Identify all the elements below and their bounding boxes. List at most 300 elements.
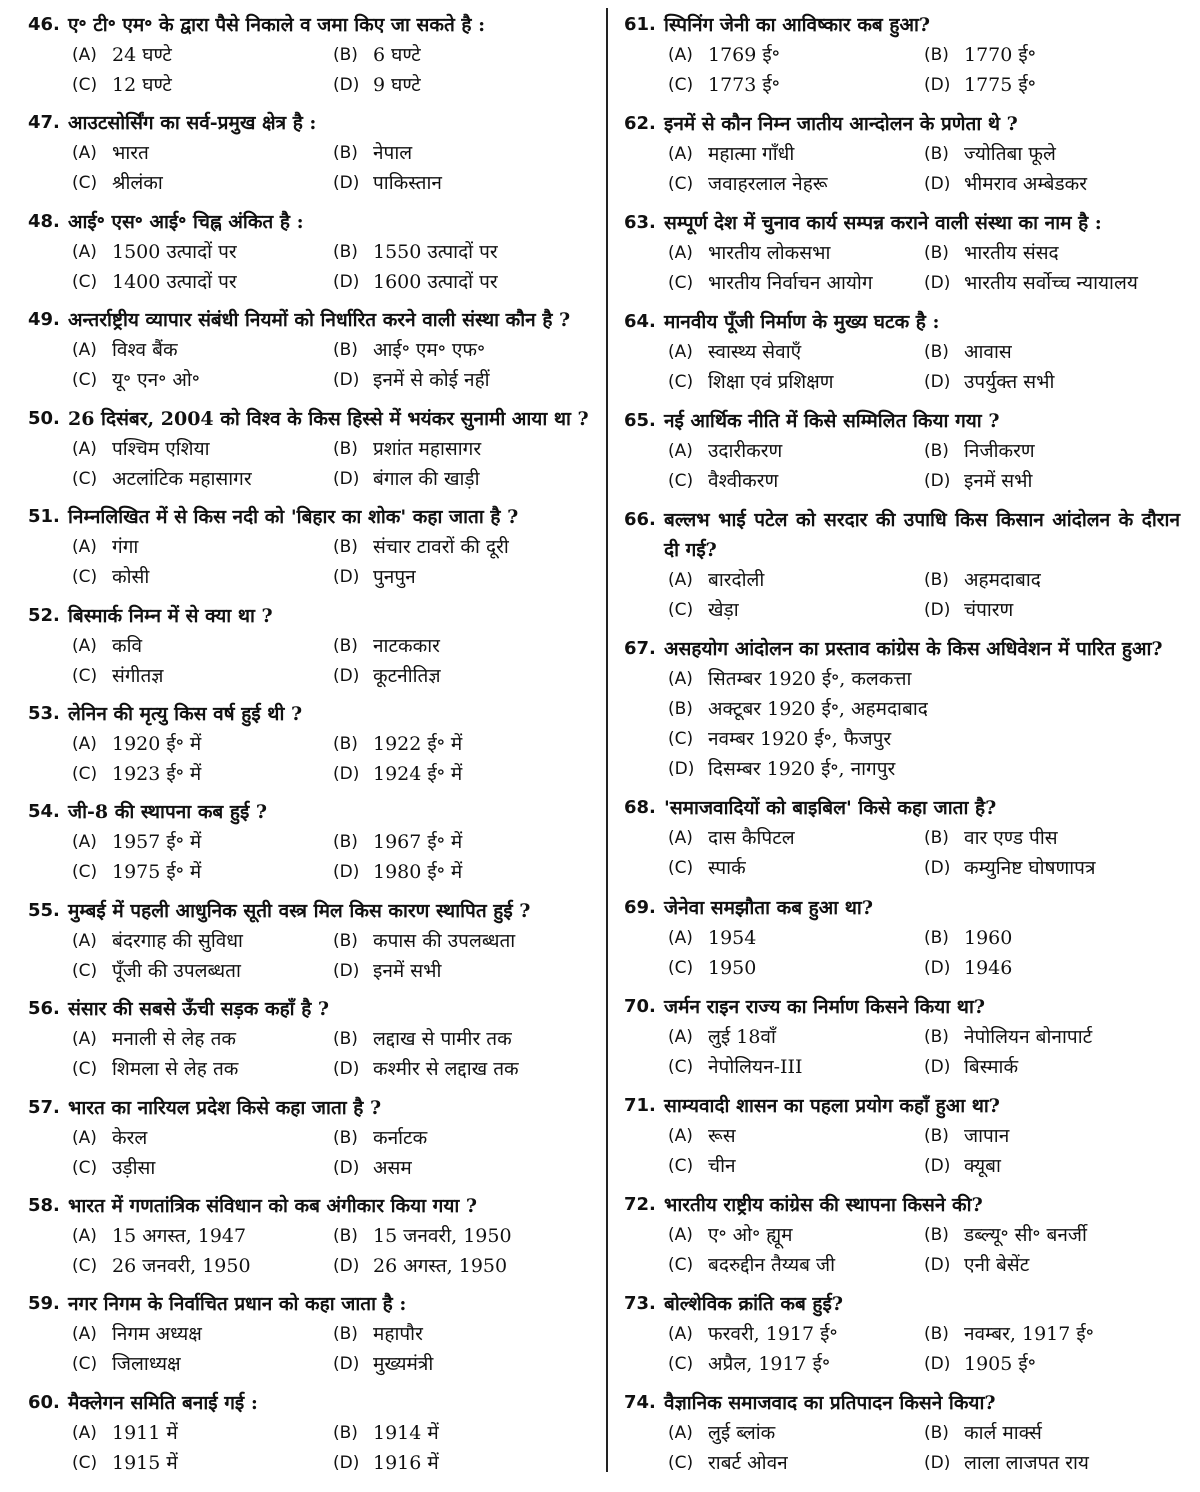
option-text: 1924 ई॰ में <box>373 762 463 785</box>
option-text: आवास <box>964 341 1012 364</box>
option-letter: (A) <box>668 1422 693 1443</box>
question-text: ए॰ टी॰ एम॰ के द्वारा पैसे निकाले व जमा किए जा सकते है : <box>68 14 486 36</box>
option <box>72 365 333 395</box>
question-text: नई आर्थिक नीति में किसे सम्मिलित किया गया ? <box>664 410 1000 433</box>
options-list <box>624 823 1180 883</box>
option-letter: (A) <box>72 340 97 361</box>
option-text: इनमें से कोई नहीं <box>373 369 490 392</box>
option-letter: (C) <box>72 1157 98 1178</box>
option-letter: (D) <box>924 600 951 621</box>
option-text: वैश्वीकरण <box>708 470 779 493</box>
option <box>924 268 1180 298</box>
question-stem <box>624 10 1180 40</box>
option <box>924 953 1180 983</box>
options-list <box>624 923 1180 983</box>
option <box>924 1022 1180 1052</box>
left-question-column <box>28 10 594 1478</box>
option-letter: (B) <box>333 537 358 558</box>
option-letter: (A) <box>72 241 97 262</box>
option <box>72 1349 333 1379</box>
question-52 <box>28 601 594 691</box>
option <box>924 1418 1180 1448</box>
option <box>72 729 333 759</box>
question-69 <box>624 893 1180 983</box>
question-number: 61. <box>624 14 656 35</box>
option-text: एनी बेसेंट <box>964 1253 1030 1276</box>
question-stem <box>28 305 594 335</box>
option <box>668 466 924 496</box>
option <box>72 70 333 100</box>
option-text: ए॰ ओ॰ ह्यूम <box>708 1223 793 1246</box>
option <box>72 532 333 562</box>
option <box>333 1221 594 1251</box>
option-text: चंपारण <box>964 599 1014 622</box>
option-text: 1950 <box>708 956 757 979</box>
option <box>924 1250 1180 1280</box>
option <box>924 1121 1180 1151</box>
option <box>72 1153 333 1183</box>
option-text: 24 घण्टे <box>112 44 172 66</box>
option-text: 26 जनवरी, 1950 <box>112 1255 251 1278</box>
option-text: उदारीकरण <box>708 440 783 463</box>
option-letter: (C) <box>668 729 694 750</box>
option <box>668 1022 924 1052</box>
option <box>924 238 1180 268</box>
option-letter: (C) <box>668 471 694 492</box>
option <box>668 1448 924 1478</box>
option-letter: (C) <box>668 1155 694 1176</box>
question-number: 64. <box>624 311 656 333</box>
option <box>668 139 924 169</box>
option-text: लुई 18वाँ <box>708 1025 776 1048</box>
option <box>668 923 924 953</box>
question-63 <box>624 208 1180 298</box>
option-letter: (B) <box>333 1422 358 1443</box>
question-60 <box>28 1388 594 1478</box>
question-66 <box>624 505 1180 625</box>
question-text: भारत में गणतांत्रिक संविधान को कब अंगीकार किया गया ? <box>68 1195 478 1218</box>
options-list <box>28 434 594 494</box>
option-letter: (D) <box>333 862 360 883</box>
option <box>924 436 1180 466</box>
option <box>668 238 924 268</box>
option <box>668 853 924 883</box>
question-stem <box>28 1093 594 1123</box>
option <box>924 40 1180 70</box>
option-letter: (A) <box>668 1026 693 1047</box>
question-text: बल्लभ भाई पटेल को सरदार की उपाधि किस किसान आंदोलन के दौरान दी गई? <box>664 509 1180 562</box>
option <box>333 1024 594 1054</box>
option-text: निजीकरण <box>964 440 1035 463</box>
option-letter: (D) <box>924 1056 951 1077</box>
question-text: अन्तर्राष्ट्रीय व्यापार संबंधी नियमों को निर्धारित करने वाली संस्था कौन है ? <box>68 309 571 332</box>
question-stem <box>28 1388 594 1418</box>
option-letter: (B) <box>924 570 949 591</box>
question-text: नगर निगम के निर्वाचित प्रधान को कहा जाता है : <box>68 1293 407 1316</box>
question-64 <box>624 307 1180 397</box>
option <box>668 823 924 853</box>
options-list <box>28 926 594 986</box>
options-list <box>28 1221 594 1281</box>
question-stem <box>28 896 594 926</box>
option-letter: (D) <box>924 1353 951 1374</box>
option-text: नवम्बर, 1917 ई॰ <box>964 1322 1094 1345</box>
option-letter: (D) <box>924 471 951 492</box>
option-text: भारतीय निर्वाचन आयोग <box>708 272 873 295</box>
option <box>668 70 924 100</box>
option-letter: (B) <box>924 144 949 165</box>
question-number: 69. <box>624 896 656 918</box>
options-list <box>28 729 594 789</box>
question-stem <box>28 994 594 1024</box>
option <box>72 926 333 956</box>
option-letter: (B) <box>924 45 949 65</box>
option-letter: (C) <box>72 1059 98 1080</box>
option-text: जापान <box>964 1124 1010 1147</box>
option <box>333 956 594 986</box>
option-letter: (D) <box>333 1452 360 1473</box>
question-number: 63. <box>624 212 656 234</box>
option-text: नेपोलियन बोनापार्ट <box>964 1025 1093 1048</box>
question-46 <box>28 10 594 100</box>
option-letter: (B) <box>924 441 949 462</box>
question-text: जी-8 की स्थापना कब हुई ? <box>68 801 268 824</box>
question-59 <box>28 1289 594 1379</box>
option-text: मुख्यमंत्री <box>373 1353 434 1376</box>
options-list <box>624 1220 1180 1280</box>
option-text: ज्योतिबा फूले <box>964 143 1056 166</box>
option-text: चीन <box>708 1154 736 1177</box>
option-text: राबर्ट ओवन <box>708 1451 788 1474</box>
options-list <box>28 237 594 297</box>
option-letter: (A) <box>668 1224 693 1245</box>
option-letter: (C) <box>668 858 694 879</box>
option-letter: (B) <box>668 699 693 720</box>
options-list <box>28 631 594 691</box>
question-number: 47. <box>28 112 60 134</box>
option-letter: (A) <box>72 1127 97 1148</box>
question-68 <box>624 793 1180 883</box>
option-letter: (D) <box>924 1155 951 1176</box>
option <box>72 1448 333 1478</box>
option <box>668 1121 924 1151</box>
option-text: प्रशांत महासागर <box>373 437 482 460</box>
option-text: 1775 ई॰ <box>964 74 1036 96</box>
option-text: पाकिस्तान <box>373 172 442 195</box>
question-text: जर्मन राइन राज्य का निर्माण किसने किया था? <box>664 995 986 1018</box>
question-61 <box>624 10 1180 100</box>
question-text: भारतीय राष्ट्रीय कांग्रेस की स्थापना किसने की? <box>664 1193 983 1216</box>
option <box>924 853 1180 883</box>
option <box>668 595 924 625</box>
option-text: कपास की उपलब्धता <box>373 929 516 952</box>
option-text: अक्टूबर 1920 ई॰, अहमदाबाद <box>708 698 928 721</box>
options-list <box>28 1319 594 1379</box>
option-text: कश्मीर से लद्दाख तक <box>373 1058 519 1081</box>
option-letter: (A) <box>72 733 97 754</box>
option-text: 1916 में <box>373 1451 439 1474</box>
option <box>333 237 594 267</box>
option-text: 1773 ई॰ <box>708 74 780 96</box>
option-letter: (A) <box>72 1422 97 1443</box>
option-text: दिसम्बर 1920 ई॰, नागपुर <box>708 758 896 781</box>
option-text: 1600 उत्पादों पर <box>373 270 498 293</box>
option <box>333 827 594 857</box>
option-letter: (C) <box>668 1353 694 1374</box>
option <box>924 1220 1180 1250</box>
option <box>333 759 594 789</box>
option <box>72 1251 333 1281</box>
option-letter: (A) <box>668 243 693 264</box>
option <box>72 1418 333 1448</box>
question-number: 68. <box>624 797 656 819</box>
option-text: 1770 ई॰ <box>964 44 1036 66</box>
question-55 <box>28 896 594 986</box>
question-stem <box>624 109 1180 139</box>
option-letter: (C) <box>72 763 98 784</box>
option-text: 1400 उत्पादों पर <box>112 270 237 293</box>
question-65 <box>624 406 1180 496</box>
option <box>924 70 1180 100</box>
option-text: 6 घण्टे <box>373 44 421 66</box>
option-text: कवि <box>112 634 143 657</box>
question-text: साम्यवादी शासन का पहला प्रयोग कहाँ हुआ था? <box>664 1094 1000 1117</box>
option-letter: (D) <box>924 174 951 195</box>
question-number: 74. <box>624 1391 656 1413</box>
option <box>668 1052 924 1082</box>
option <box>668 1418 924 1448</box>
option-text: कोसी <box>112 566 150 589</box>
question-text: भारत का नारियल प्रदेश किसे कहा जाता है ? <box>68 1096 382 1119</box>
option-letter: (D) <box>333 1354 360 1375</box>
option <box>333 138 594 168</box>
option-text: 1980 ई॰ में <box>373 861 463 884</box>
option <box>333 1123 594 1153</box>
question-71 <box>624 1091 1180 1181</box>
option-text: वार एण्ड पीस <box>964 827 1058 850</box>
option-letter: (B) <box>333 733 358 754</box>
question-74 <box>624 1388 1180 1478</box>
option <box>668 1349 924 1379</box>
option <box>333 661 594 691</box>
option <box>668 724 1180 754</box>
options-list <box>28 138 594 198</box>
option-letter: (D) <box>333 271 360 292</box>
option-text: 1975 ई॰ में <box>112 861 202 884</box>
option-letter: (A) <box>668 570 693 591</box>
question-text: बोल्शेविक क्रांति कब हुई? <box>664 1292 843 1315</box>
option <box>668 169 924 199</box>
options-list <box>624 1121 1180 1181</box>
question-text: मुम्बई में पहली आधुनिक सूती वस्त्र मिल किस कारण स्थापित हुई ? <box>68 899 531 922</box>
option <box>333 1251 594 1281</box>
option <box>924 139 1180 169</box>
question-stem <box>28 502 594 532</box>
options-list <box>28 1024 594 1084</box>
question-stem <box>28 601 594 631</box>
option <box>668 754 1180 784</box>
question-56 <box>28 994 594 1084</box>
question-text: स्पिनिंग जेनी का आविष्कार कब हुआ? <box>664 14 931 36</box>
question-58 <box>28 1191 594 1281</box>
option <box>924 823 1180 853</box>
option-text: लुई ब्लांक <box>708 1421 776 1444</box>
option-letter: (B) <box>924 342 949 363</box>
question-number: 71. <box>624 1094 656 1116</box>
option-letter: (A) <box>668 45 693 65</box>
question-text: निम्नलिखित में से किस नदी को 'बिहार का शोक' कहा जाता है ? <box>68 506 519 529</box>
option-text: लाला लाजपत राय <box>964 1451 1089 1474</box>
option-text: 12 घण्टे <box>112 74 172 96</box>
option <box>333 464 594 494</box>
option <box>924 1052 1180 1082</box>
option <box>333 434 594 464</box>
option-text: मनाली से लेह तक <box>112 1028 236 1051</box>
question-text: जेनेवा समझौता कब हुआ था? <box>664 896 873 919</box>
option-text: 15 अगस्त, 1947 <box>112 1225 247 1248</box>
question-stem <box>28 404 594 434</box>
option-letter: (A) <box>668 1125 693 1146</box>
question-number: 46. <box>28 14 60 35</box>
option-text: बंदरगाह की सुविधा <box>112 929 243 952</box>
option-letter: (A) <box>668 828 693 849</box>
option-text: यू॰ एन॰ ओ॰ <box>112 369 200 392</box>
option-text: 1954 <box>708 926 757 949</box>
option-letter: (B) <box>333 1324 358 1345</box>
option-letter: (D) <box>333 1059 360 1080</box>
option-letter: (C) <box>72 1354 98 1375</box>
option-text: महापौर <box>373 1323 423 1346</box>
option <box>668 664 1180 694</box>
option-text: 1915 में <box>112 1451 178 1474</box>
question-number: 73. <box>624 1292 656 1314</box>
option <box>333 631 594 661</box>
option-letter: (A) <box>72 635 97 656</box>
option-text: पश्चिम एशिया <box>112 437 210 460</box>
option-text: संगीतज्ञ <box>112 664 164 687</box>
question-number: 70. <box>624 995 656 1017</box>
option-letter: (A) <box>72 438 97 459</box>
question-number: 52. <box>28 604 60 626</box>
option <box>333 926 594 956</box>
question-stem <box>624 1388 1180 1418</box>
option <box>72 562 333 592</box>
option-text: संचार टावरों की दूरी <box>373 536 509 559</box>
options-list <box>28 335 594 395</box>
option-letter: (C) <box>72 665 98 686</box>
question-70 <box>624 992 1180 1082</box>
option <box>72 759 333 789</box>
option-text: दास कैपिटल <box>708 827 795 850</box>
options-list <box>28 40 594 100</box>
option-text: शिक्षा एवं प्रशिक्षण <box>708 371 834 394</box>
options-list <box>624 1418 1180 1478</box>
option-text: केरल <box>112 1126 148 1149</box>
question-number: 53. <box>28 702 60 724</box>
question-number: 60. <box>28 1391 60 1413</box>
options-list <box>624 238 1180 298</box>
option-letter: (B) <box>333 241 358 262</box>
option-letter: (D) <box>333 960 360 981</box>
option-text: 1500 उत्पादों पर <box>112 240 237 263</box>
option <box>72 1024 333 1054</box>
option-letter: (C) <box>72 173 98 194</box>
options-list <box>624 139 1180 199</box>
options-list <box>624 436 1180 496</box>
option-letter: (D) <box>924 273 951 294</box>
question-number: 55. <box>28 899 60 921</box>
option-letter: (C) <box>668 273 694 294</box>
option-letter: (B) <box>924 1323 949 1344</box>
option <box>72 857 333 887</box>
question-number: 57. <box>28 1096 60 1118</box>
option-text: विश्व बैंक <box>112 339 178 362</box>
option-letter: (B) <box>333 1127 358 1148</box>
option <box>668 1250 924 1280</box>
question-stem <box>28 10 594 40</box>
options-list <box>624 1022 1180 1082</box>
option-text: 1905 ई॰ <box>964 1352 1036 1375</box>
option-letter: (B) <box>924 1422 949 1443</box>
option <box>333 1153 594 1183</box>
option-text: 1920 ई॰ में <box>112 732 202 755</box>
option-letter: (D) <box>924 372 951 393</box>
option-letter: (B) <box>333 1226 358 1247</box>
option <box>924 1319 1180 1349</box>
option-letter: (B) <box>333 930 358 951</box>
option-text: शिमला से लेह तक <box>112 1058 239 1081</box>
question-text: 26 दिसंबर, 2004 को विश्व के किस हिस्से में भयंकर सुनामी आया था ? <box>68 407 589 430</box>
question-text: इनमें से कौन निम्न जातीय आन्दोलन के प्रणेता थे ? <box>664 113 1018 136</box>
question-stem <box>624 992 1180 1022</box>
option-letter: (D) <box>333 370 360 391</box>
question-stem <box>28 1191 594 1221</box>
question-53 <box>28 699 594 789</box>
option <box>668 1151 924 1181</box>
option-text: नवम्बर 1920 ई॰, फैजपुर <box>708 728 892 751</box>
option-letter: (B) <box>333 832 358 853</box>
option <box>333 1418 594 1448</box>
option-letter: (C) <box>668 957 694 978</box>
question-stem <box>624 307 1180 337</box>
option-text: 1957 ई॰ में <box>112 831 202 854</box>
question-48 <box>28 207 594 297</box>
option-letter: (A) <box>72 537 97 558</box>
option <box>72 827 333 857</box>
option-text: भारतीय संसद <box>964 242 1059 265</box>
question-67 <box>624 634 1180 784</box>
option <box>72 335 333 365</box>
option-text: कूटनीतिज्ञ <box>373 664 441 687</box>
option-text: आई॰ एम॰ एफ॰ <box>373 339 486 362</box>
option <box>72 464 333 494</box>
option-letter: (C) <box>668 174 694 195</box>
options-list <box>28 1123 594 1183</box>
option <box>668 436 924 466</box>
options-list <box>624 1319 1180 1379</box>
option-text: गंगा <box>112 536 139 559</box>
option <box>924 565 1180 595</box>
option-text: नेपोलियन-III <box>708 1055 803 1078</box>
option-letter: (D) <box>924 957 951 978</box>
option-text: अहमदाबाद <box>964 569 1041 592</box>
option-letter: (B) <box>333 438 358 459</box>
option-text: कम्युनिष्ट घोषणापत्र <box>964 857 1096 880</box>
option <box>333 1349 594 1379</box>
option-text: उड़ीसा <box>112 1156 156 1179</box>
option <box>72 40 333 70</box>
question-stem <box>28 207 594 237</box>
